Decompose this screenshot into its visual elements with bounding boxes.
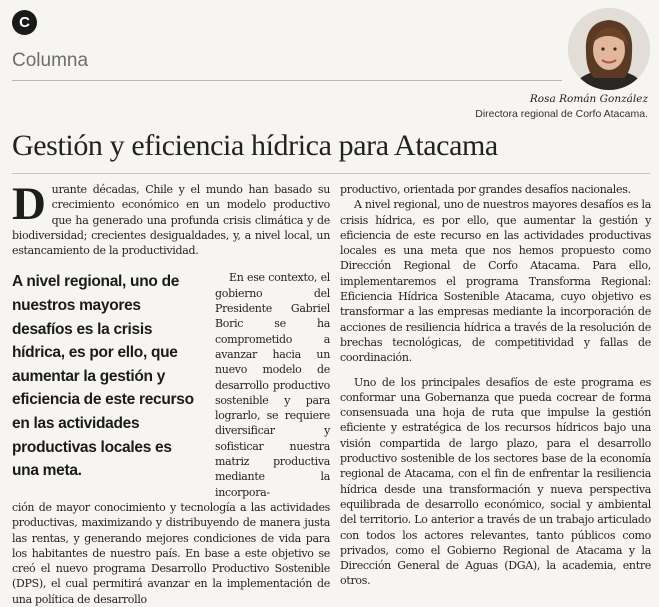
author-name: Rosa Román González <box>529 93 648 105</box>
column-badge: C <box>12 10 37 35</box>
left-continuation-text: ción de mayor conocimiento y tecnología a las actividades productivas, maximizando y distribuyendo de manera justa las rentas, y generando mejores condiciones de vida para los habitantes de nuestro país. En base a este objetivo se creó el nuevo programa Desarrollo Productivo Sostenible (DPS), el cual permitirá avanzar en la implementación de una política de desarrollo <box>12 500 330 606</box>
header-divider <box>12 80 562 81</box>
narrow-column-text: En ese contexto, el gobierno del Presidente Gabriel Boric se ha comprometido a avanzar hacia un nuevo modelo de desarrollo productivo sostenible y para lograrlo, se requiere diversificar y sofisticar nuestra matriz productiva mediante la incorpora- <box>215 271 330 499</box>
article-title: Gestión y eficiencia hídrica para Atacama <box>12 129 498 162</box>
right-paragraph-1: productivo, orientada por grandes desafíos nacionales. <box>340 183 631 196</box>
title-divider <box>12 173 650 174</box>
article-column-left <box>12 178 330 607</box>
section-label: Columna <box>12 50 89 71</box>
author-photo <box>568 8 650 90</box>
pullquote-row <box>12 270 330 499</box>
article-column-right <box>340 182 651 589</box>
author-role: Directora regional de Corfo Atacama. <box>475 108 648 120</box>
author-portrait-icon <box>568 8 650 90</box>
right-paragraph-3: Uno de los principales desafíos de este programa es conformar una Gobernanza que pueda cocrear de forma consensuada una hoja de ruta que impulse la gestión eficiente y estratégica de los recursos hídricos bajo una visión compartida de largo plazo, para el desarrollo productivo sostenible de los sectores base de la economía regional de Atacama, con el fin de enfrentar la resiliencia hídrica desde una transformación y nueva perspectiva equilibrada de desarrollo económico, social y ambiental del territorio. Lo anterior a través de un trabajo articulado con todos los actores relevantes, tanto públicos como privados, como el Gobierno Regional de Atacama y la Dirección General de Aguas (DGA), la academia, entre otros. <box>340 375 651 588</box>
intro-paragraph <box>12 178 330 258</box>
right-paragraph-2: A nivel regional, uno de nuestros mayores desafíos es la crisis hídrica, es por ello, que aumentar la gestión y eficiencia de este recurso en las actividades productivas locales es una meta que nos hemos propuesto como Dirección Regional de Corfo Atacama. Para ello, implementaremos el programa Transforma Regional: Eficiencia Hídrica Sostenible Atacama, cuyo objetivo es transformar a las empresas mediante la incorporación de acciones de resiliencia hídrica a través de la resolución de brechas tecnológicas, de competitividad y fallas de coordinación. <box>340 198 651 365</box>
drop-cap: D <box>12 178 46 230</box>
intro-text: urante décadas, Chile y el mundo han basado su crecimiento económico en un modelo productivo que ha generado una profunda crisis climática y de biodiversidad; crecientes desigualdades, y, a nivel local, un estancamiento de la productividad. <box>12 183 330 258</box>
pull-quote: A nivel regional, uno de nuestros mayores desafíos es la crisis hídrica, es por ello, que aumentar la gestión y eficiencia de este recurso en las actividades productivas locales es una meta. <box>12 273 194 480</box>
